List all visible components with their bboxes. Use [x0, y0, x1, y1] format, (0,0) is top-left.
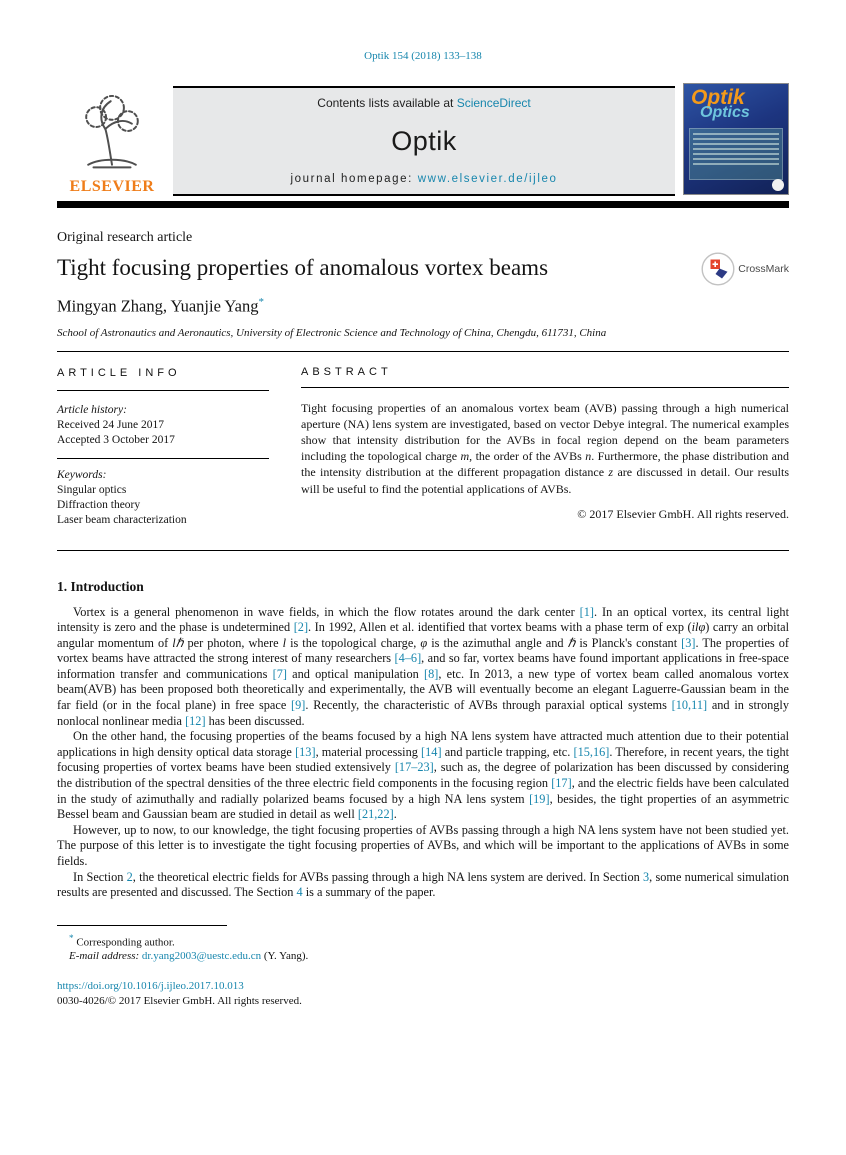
math-variable: n: [585, 449, 592, 464]
article-title: Tight focusing properties of anomalous vortex beams: [57, 255, 549, 280]
text-segment: . Recently, the characteristic of AVBs through paraxial optical systems: [305, 698, 672, 713]
journal-homepage-link[interactable]: www.elsevier.de/ijleo: [417, 173, 558, 185]
keyword-item: Laser beam characterization: [57, 513, 187, 526]
elsevier-wordmark: ELSEVIER: [69, 178, 155, 195]
cover-text-line: [693, 133, 779, 135]
math-variable: l: [282, 635, 287, 650]
math-variable: lℏ: [172, 635, 184, 650]
doi-link[interactable]: https://doi.org/10.1016/j.ijleo.2017.10.013: [57, 980, 244, 993]
sciencedirect-link[interactable]: ScienceDirect: [456, 96, 531, 110]
text-segment: , and the electric fields have been calculated in the study of azimuthally and radially polarized beams focused by a high NA lens system: [57, 776, 789, 806]
cover-content-panel: [689, 128, 783, 180]
text-segment: Tight focusing properties of an anomalous vortex beam (AVB) passing through a high numerical aperture (NA) lens system are investigated, based on vector Debye integral. The numerical examples show that intensity distribution for the AVBs in focal region depend on the beam parameters including the topological charge: [301, 400, 789, 464]
contents-prefix: Contents lists available at: [317, 96, 457, 110]
citation-link[interactable]: 4: [296, 885, 303, 900]
journal-header: [57, 86, 789, 196]
intro-paragraph-3: [57, 823, 789, 870]
citation-link[interactable]: [7]: [272, 666, 287, 681]
corresponding-author-note: [57, 933, 789, 949]
homepage-line: [291, 173, 558, 185]
text-segment: . Therefore, in recent years, the tight focusing properties of vortex beams have been studied extensively: [57, 744, 790, 775]
header-divider-bar: [57, 201, 789, 208]
email-link[interactable]: dr.yang2003@uestc.edu.cn: [141, 950, 262, 963]
footnote-asterisk: *: [69, 932, 74, 943]
text-segment: .: [393, 807, 397, 822]
citation-link[interactable]: [12]: [185, 713, 206, 728]
affiliation: School of Astronautics and Aeronautics, University of Electronic Science and Technology of China, Chengdu, 611731, China: [57, 326, 607, 339]
citation-link[interactable]: 2: [126, 869, 133, 884]
text-segment: Vortex is a general phenomenon in wave fields, in which the flow rotates around the dark center: [73, 604, 580, 619]
citation-link[interactable]: [4–6]: [394, 651, 422, 666]
text-segment: per photon, where: [183, 635, 283, 650]
text-segment: . In an optical vortex, its central light intensity is zero and the phase is undetermined: [57, 604, 789, 635]
text-segment: On the other hand, the focusing properties of the beams focused by a high NA lens system have attracted much attention due to their potential applications in high density optical data storage: [57, 729, 789, 759]
cover-text-line: [693, 148, 779, 150]
citation-link[interactable]: 3: [643, 869, 650, 884]
citation-link[interactable]: [17]: [551, 776, 572, 791]
text-segment: is the azimuthal angle and: [427, 635, 568, 650]
issn-copyright-line: 0030-4026/© 2017 Elsevier GmbH. All rights reserved.: [57, 995, 302, 1008]
text-segment: , etc. In 2013, a new type of vortex beam called anomalous vortex beam(AVB) has been proposed both theoretically and experimentally, the AVB will eventually become an elegant Laguerre-Gaussian beam in the far field (or in the focal plane) in free space: [57, 666, 789, 713]
email-note: [57, 950, 789, 962]
page-footer: [57, 980, 789, 1007]
title-row: [57, 254, 789, 282]
math-variable: ilφ: [691, 620, 706, 635]
keywords-label: Keywords:: [57, 468, 107, 481]
journal-banner: [173, 86, 675, 196]
citation-link[interactable]: [9]: [291, 698, 306, 713]
history-item: Accepted 3 October 2017: [57, 433, 175, 446]
email-label: E-mail address:: [69, 950, 142, 963]
text-segment: , such as, the degree of polarization has been discussed by considering the distribution of the spectral densities of the three electric field components in the focusing region: [57, 760, 789, 791]
text-segment: , the order of the AVBs: [469, 449, 586, 464]
text-segment: In Section: [73, 869, 127, 884]
text-segment: and particle trapping, etc.: [441, 744, 574, 759]
email-suffix: (Y. Yang).: [261, 950, 309, 963]
citation-link[interactable]: [2]: [293, 620, 309, 635]
history-label: Article history:: [57, 403, 127, 416]
text-segment: and optical manipulation: [286, 666, 424, 681]
math-variable: φ: [420, 635, 428, 650]
author-names: Mingyan Zhang, Yuanjie Yang: [57, 296, 259, 316]
citation-link[interactable]: [1]: [579, 604, 594, 619]
article-type-label: Original research article: [57, 230, 193, 245]
text-segment: and in strongly nonlocal nonlinear media: [57, 698, 789, 728]
text-segment: , some numerical simulation results are presented and discussed. The Section: [57, 869, 789, 900]
history-item: Received 24 June 2017: [57, 418, 164, 431]
cover-text-line: [693, 138, 779, 140]
footnotes: [57, 925, 789, 963]
math-variable: ℏ: [567, 635, 576, 650]
text-segment: , besides, the tight properties of an asymmetric Bessel beam and Gaussian beam are studied in detail as well: [57, 791, 789, 822]
intro-paragraph-4: [57, 870, 789, 901]
text-segment: , and so far, vortex beams have found important applications in free-space information transfer and communications: [57, 651, 789, 681]
math-variable: m: [460, 449, 470, 464]
text-segment: . The properties of vortex beams have attracted the strong interest of many researchers: [57, 635, 789, 666]
abstract-text: [301, 400, 789, 497]
citation-link[interactable]: [15,16]: [573, 744, 610, 759]
cover-text-line: [693, 153, 779, 155]
citation-link[interactable]: [19]: [529, 791, 550, 806]
text-segment: has been discussed.: [205, 713, 305, 728]
info-divider: [57, 458, 269, 459]
citation-link[interactable]: [17–23]: [394, 760, 434, 775]
citation-link[interactable]: [3]: [681, 635, 696, 650]
journal-cover-thumbnail[interactable]: [683, 83, 789, 195]
text-segment: , the theoretical electric fields for AVBs passing through a high NA lens system are derived. In Section: [132, 869, 643, 884]
copyright-line: © 2017 Elsevier GmbH. All rights reserved.: [577, 506, 789, 521]
cover-text-line: [693, 143, 779, 145]
text-segment: ) carry an orbital angular momentum of: [57, 620, 789, 650]
text-segment: . In 1992, Allen et al. identified that vortex beams with a phase term of exp (: [308, 620, 692, 635]
cover-subtitle: Optics: [700, 104, 750, 121]
crossmark-badge[interactable]: [701, 252, 789, 286]
cover-title: Optik: [691, 86, 745, 109]
text-segment: However, up to now, to our knowledge, the tight focusing properties of AVBs passing through a high NA lens system have not been studied yet. The purpose of this letter is to investigate the tight focusing properties of AVBs, and which will be important to the applications of AVBs in some fields.: [57, 822, 789, 868]
citation-link[interactable]: [21,22]: [357, 807, 394, 822]
citation-link[interactable]: [13]: [295, 744, 316, 759]
cover-text-line: [693, 163, 779, 165]
crossmark-icon: [701, 252, 735, 286]
footnote-rule: [57, 925, 227, 926]
journal-citation: Optik 154 (2018) 133–138: [364, 50, 482, 62]
text-segment: is the topological charge,: [286, 635, 421, 650]
journal-title: Optik: [391, 126, 457, 156]
text-segment: is Planck's constant: [575, 635, 682, 650]
cover-text-line: [693, 158, 779, 160]
citation-link[interactable]: [10,11]: [671, 698, 708, 713]
keyword-item: Diffraction theory: [57, 498, 141, 511]
math-variable: z: [608, 465, 614, 480]
section-heading-introduction: 1. Introduction: [57, 578, 144, 594]
elsevier-tree-icon: [72, 88, 152, 170]
corresponding-text: Corresponding author.: [73, 936, 175, 949]
elsevier-logo[interactable]: [57, 86, 167, 196]
homepage-label: journal homepage:: [290, 173, 418, 185]
corresponding-author-mark[interactable]: *: [258, 296, 264, 308]
crossmark-label: CrossMark: [738, 263, 789, 275]
keyword-item: Singular optics: [57, 483, 127, 496]
cover-elsevier-mark: [772, 179, 784, 191]
citation-link[interactable]: [14]: [421, 744, 442, 759]
article-info-heading: ARTICLE INFO: [57, 366, 269, 391]
text-segment: , material processing: [315, 744, 422, 759]
citation-link[interactable]: [8]: [423, 666, 439, 681]
article-info-column: [57, 366, 269, 528]
text-segment: is a summary of the paper.: [302, 885, 436, 900]
abstract-column: [301, 366, 789, 528]
text-segment: are discussed in detail. Our results will be useful to find the potential applications of AVBs.: [301, 465, 790, 496]
authors-line: [57, 296, 789, 317]
text-segment: . Furthermore, the phase distribution and the intensity distribution at the different propagation distance: [301, 449, 790, 480]
info-abstract-section: [57, 352, 789, 551]
contents-line: [317, 96, 530, 110]
intro-paragraph-1: [57, 605, 789, 730]
intro-paragraph-2: [57, 729, 789, 823]
abstract-heading: ABSTRACT: [301, 366, 789, 388]
